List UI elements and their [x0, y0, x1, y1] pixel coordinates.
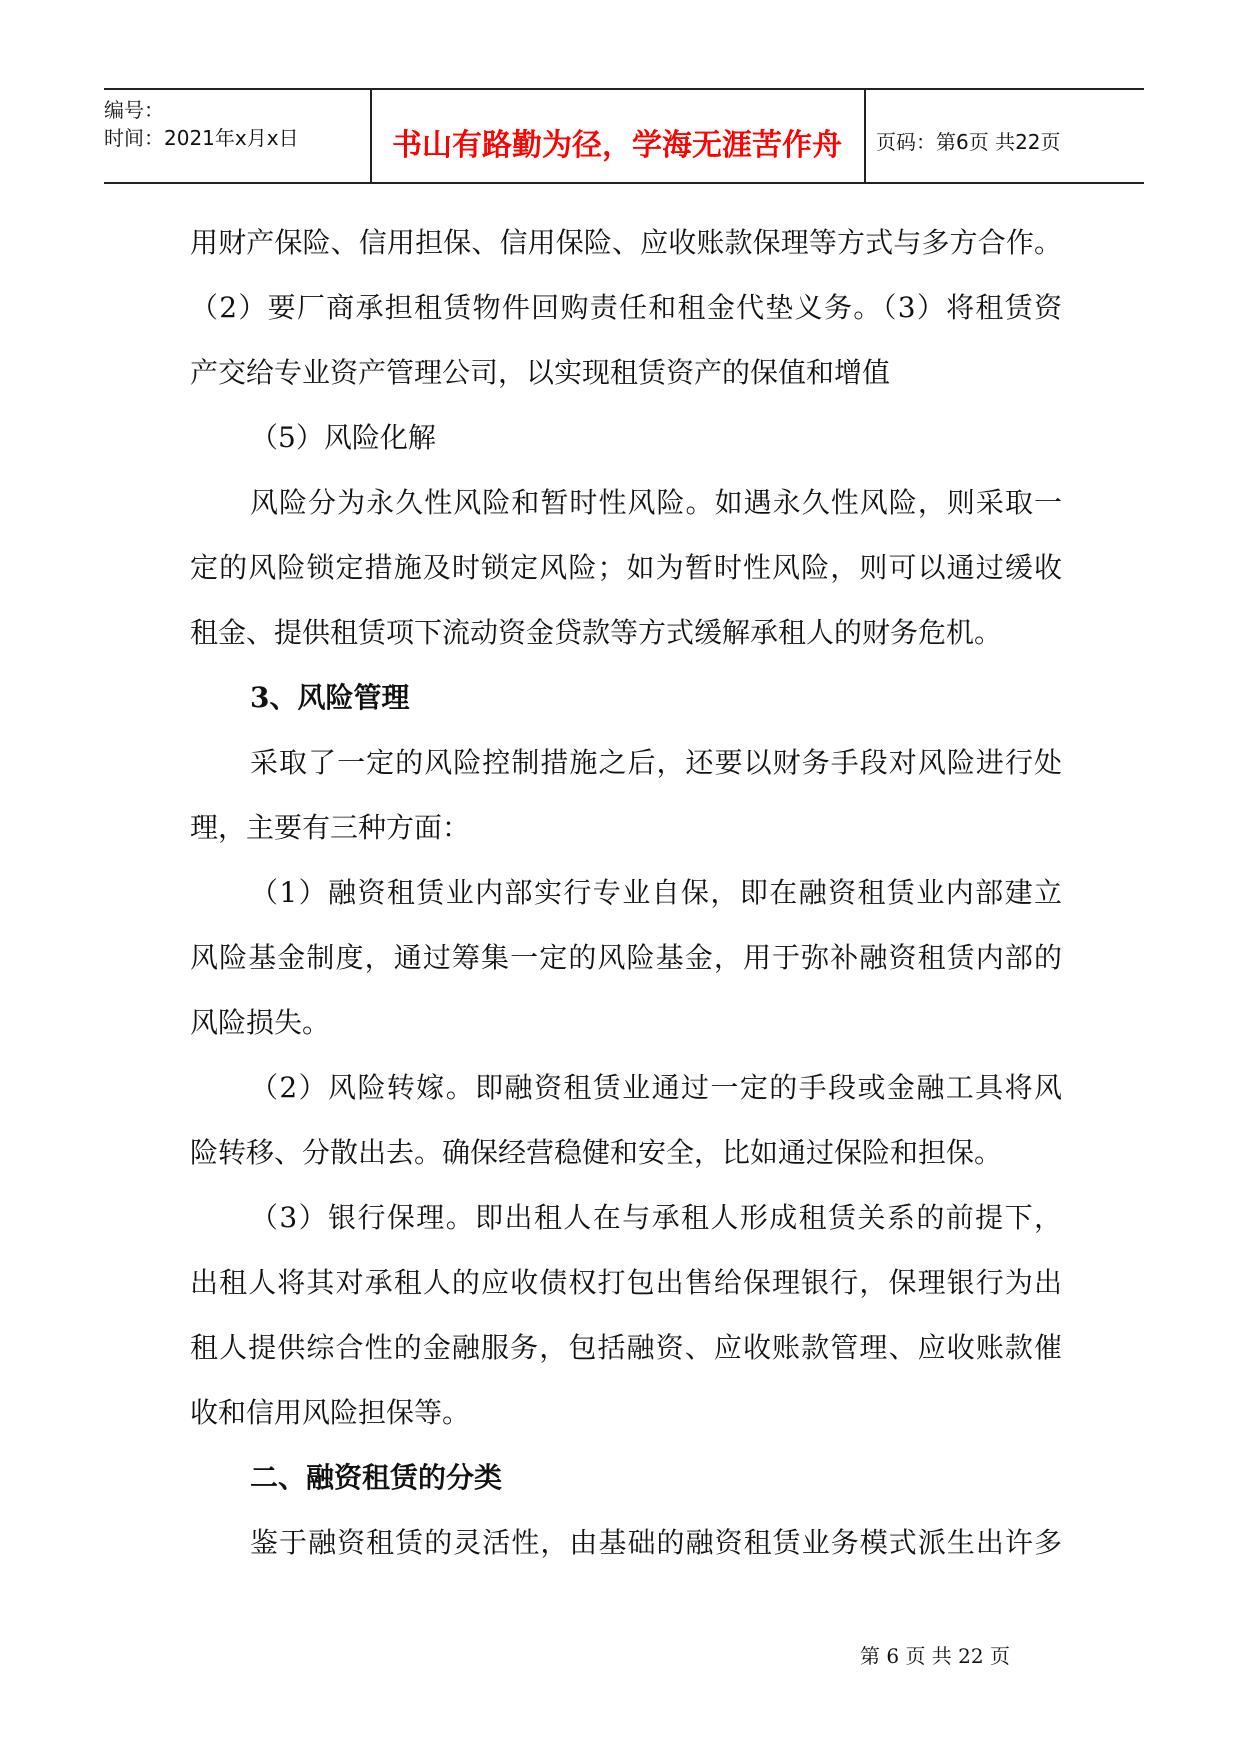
header-page-label: 页码：第6页 共22页	[876, 130, 1061, 154]
paragraph-line: 收和信用风险担保等。	[190, 1396, 471, 1429]
paragraph-line: 风险损失。	[190, 1006, 331, 1039]
page-header	[104, 88, 1144, 184]
paragraph-line: （1）融资租赁业内部实行专业自保，即在融资租赁业内部建立	[250, 876, 1062, 909]
paragraph-line: （2）风险转嫁。即融资租赁业通过一定的手段或金融工具将风	[250, 1071, 1062, 1104]
page-footer: 第 6 页 共 22 页	[860, 1644, 1010, 1668]
paragraph-line: 采取了一定的风险控制措施之后，还要以财务手段对风险进行处	[250, 746, 1062, 779]
section-heading: 3、风险管理	[250, 681, 410, 714]
header-motto-cell	[370, 90, 866, 182]
section-subheading: （5）风险化解	[250, 421, 436, 454]
paragraph-line: （3）银行保理。即出租人在与承租人形成租赁关系的前提下，	[250, 1201, 1062, 1234]
paragraph-line: 理，主要有三种方面：	[190, 811, 471, 844]
document-time-label: 时间：2021年x月x日	[104, 126, 299, 150]
section-heading: 二、融资租赁的分类	[250, 1461, 503, 1494]
paragraph-line: 风险分为永久性风险和暂时性风险。如遇永久性风险，则采取一	[250, 486, 1062, 519]
paragraph-line: 租金、提供租赁项下流动资金贷款等方式缓解承租人的财务危机。	[190, 616, 1003, 649]
document-number-label: 编号：	[104, 98, 164, 122]
paragraph-line: 产交给专业资产管理公司，以实现租赁资产的保值和增值	[190, 356, 891, 389]
paragraph-line: 鉴于融资租赁的灵活性，由基础的融资租赁业务模式派生出许多	[250, 1526, 1062, 1559]
paragraph-line: 定的风险锁定措施及时锁定风险；如为暂时性风险，则可以通过缓收	[190, 551, 1062, 584]
header-page-cell	[864, 90, 1144, 182]
paragraph-line: 风险基金制度，通过筹集一定的风险基金，用于弥补融资租赁内部的	[190, 941, 1062, 974]
header-info-cell	[104, 90, 372, 182]
paragraph-line: 险转移、分散出去。确保经营稳健和安全，比如通过保险和担保。	[190, 1136, 1003, 1169]
paragraph-line: （2）要厂商承担租赁物件回购责任和租金代垫义务。（3）将租赁资	[190, 291, 1062, 324]
paragraph-line: 租人提供综合性的金融服务，包括融资、应收账款管理、应收账款催	[190, 1331, 1062, 1364]
paragraph-line: 出租人将其对承租人的应收债权打包出售给保理银行，保理银行为出	[190, 1266, 1062, 1299]
header-motto: 书山有路勤为径，学海无涯苦作舟	[392, 128, 842, 163]
paragraph-line: 用财产保险、信用担保、信用保险、应收账款保理等方式与多方合作。	[190, 226, 1062, 259]
